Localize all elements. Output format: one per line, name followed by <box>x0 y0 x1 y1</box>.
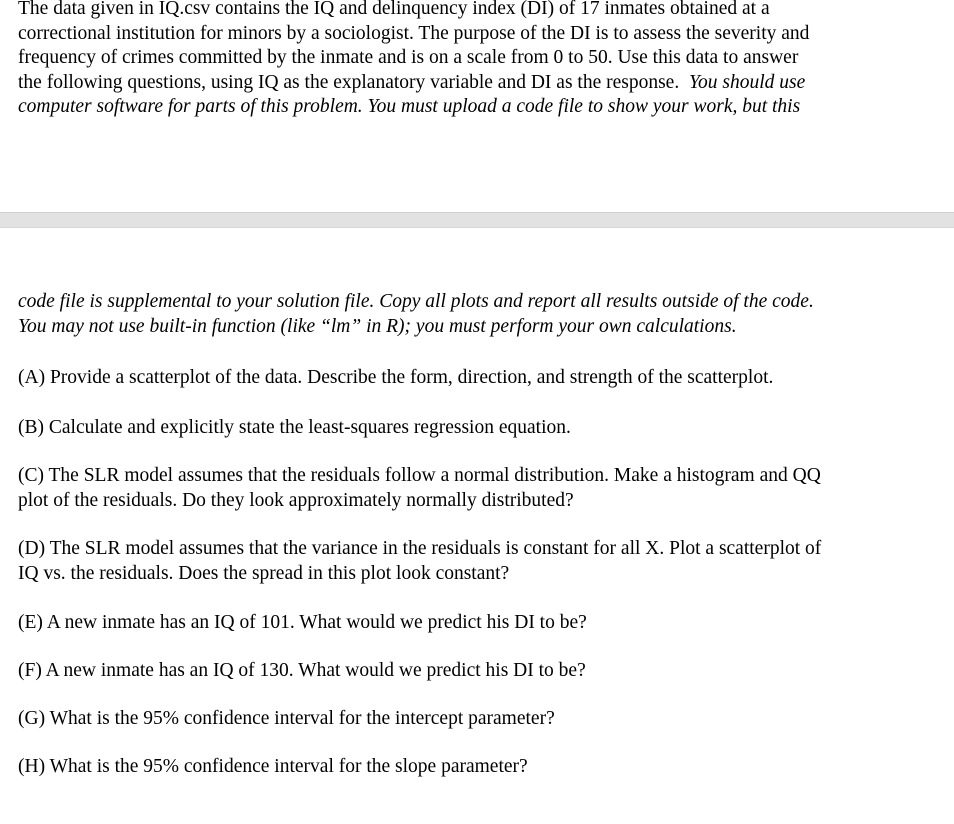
intro-line-5: computer software for parts of this problem. You must upload a code file to show your work, but this <box>18 96 801 117</box>
continuation-line-2: You may not use built-in function (like “lm” in R); you must perform your own calculations. <box>18 315 737 337</box>
intro-line-2: correctional institution for minors by a sociologist. The purpose of the DI is to assess the severity and <box>18 22 810 44</box>
question-h <box>18 755 528 780</box>
question-a <box>18 366 773 391</box>
question-c-line-1: (C) The SLR model assumes that the residuals follow a normal distribution. Make a histogram and QQ <box>18 465 821 486</box>
question-d-line-1: (D) The SLR model assumes that the variance in the residuals is constant for all X. Plot a scatterplot of <box>18 538 822 559</box>
question-e-line-1: (E) A new inmate has an IQ of 101. What would we predict his DI to be? <box>18 612 587 633</box>
question-d-line-2: IQ vs. the residuals. Does the spread in this plot look constant? <box>18 562 510 584</box>
question-f <box>18 659 586 684</box>
intro-line-4 <box>18 71 938 96</box>
intro-line-3: frequency of crimes committed by the inmate and is on a scale from 0 to 50. Use this data to answer <box>18 47 799 68</box>
question-f-line-1: (F) A new inmate has an IQ of 130. What would we predict his DI to be? <box>18 660 586 681</box>
page-top <box>0 0 954 212</box>
question-d <box>18 537 821 586</box>
question-e <box>18 611 587 636</box>
question-a-line-1: (A) Provide a scatterplot of the data. Describe the form, direction, and strength of the scatterplot. <box>18 367 774 388</box>
question-g <box>18 707 555 732</box>
intro-line-4-italic: You should use <box>688 71 806 93</box>
continuation-line-1: code file is supplemental to your solution file. Copy all plots and report all results outside of the code. <box>18 291 814 312</box>
question-h-line-1: (H) What is the 95% confidence interval for the slope parameter? <box>18 756 528 777</box>
intro-line-4-text: the following questions, using IQ as the explanatory variable and DI as the response. <box>18 71 689 93</box>
question-c-line-2: plot of the residuals. Do they look approximately normally distributed? <box>18 489 574 511</box>
question-c <box>18 464 821 513</box>
page-break-divider <box>0 212 954 228</box>
continuation-paragraph <box>18 290 814 339</box>
question-g-line-1: (G) What is the 95% confidence interval for the intercept parameter? <box>18 708 555 729</box>
question-b <box>18 416 571 441</box>
intro-line-1: The data given in IQ.csv contains the IQ and delinquency index (DI) of 17 inmates obtained at a <box>18 0 770 19</box>
question-b-line-1: (B) Calculate and explicitly state the least-squares regression equation. <box>18 417 571 438</box>
page-bottom <box>0 228 954 824</box>
intro-paragraph <box>18 0 938 120</box>
